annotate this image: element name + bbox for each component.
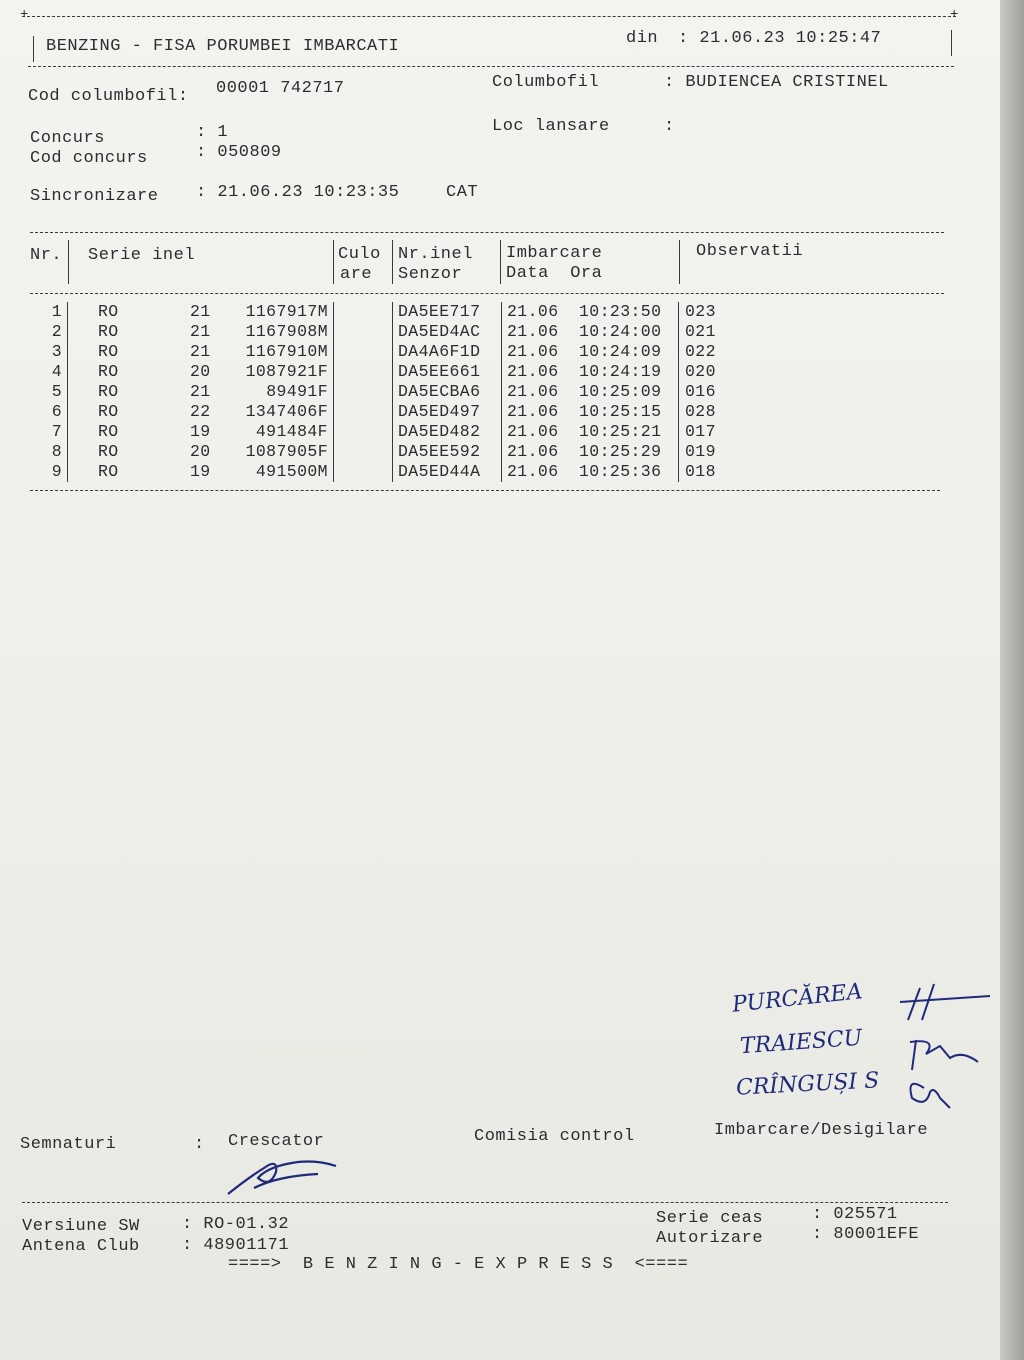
comisia-control-label: Comisia control: [474, 1127, 635, 1146]
cell-tara: RO: [98, 342, 119, 361]
table-col-divider: [500, 240, 501, 284]
antena-value: : 48901171: [182, 1236, 290, 1255]
footer-top-border: [22, 1202, 948, 1203]
cell-inel: 89491F: [266, 382, 328, 401]
sincronizare-value: : 21.06.23 10:23:35: [196, 183, 400, 202]
table-col-divider: [679, 240, 680, 284]
col-header-serie-inel: Serie inel: [88, 246, 196, 265]
cell-an: 21: [190, 382, 211, 401]
cell-nr: 6: [51, 402, 62, 421]
handwritten-name: CRÎNGUȘI S: [735, 1068, 880, 1101]
crescator-label: Crescator: [228, 1132, 325, 1151]
cell-data: 21.06: [507, 462, 559, 481]
cell-nr: 9: [51, 462, 62, 481]
versiune-value: : RO-01.32: [182, 1215, 290, 1234]
loc-lansare-value: :: [664, 117, 675, 136]
cell-tara: RO: [98, 462, 119, 481]
cod-concurs-value: : 050809: [196, 143, 282, 162]
versiune-label: Versiune SW: [22, 1217, 140, 1236]
cell-observatii: 022: [685, 342, 716, 361]
cell-data: 21.06: [507, 382, 559, 401]
imbarcare-desigilare-label: Imbarcare/Desigilare: [714, 1121, 929, 1140]
cell-an: 22: [190, 402, 211, 421]
cell-senzor: DA5ED497: [398, 402, 481, 421]
cell-observatii: 016: [685, 382, 716, 401]
cell-observatii: 021: [685, 322, 716, 341]
cod-concurs-label: Cod concurs: [30, 149, 148, 168]
cell-tara: RO: [98, 422, 119, 441]
cell-an: 19: [190, 462, 211, 481]
cell-data: 21.06: [507, 302, 559, 321]
cell-nr: 2: [51, 322, 62, 341]
cod-columbofil-value: 00001 742717: [216, 79, 345, 98]
document-title: BENZING - FISA PORUMBEI IMBARCATI: [46, 37, 400, 56]
cell-inel: 1167908M: [245, 322, 328, 341]
cell-data: 21.06: [507, 442, 559, 461]
col-header-nr: Nr.: [30, 246, 63, 265]
cell-an: 21: [190, 342, 211, 361]
cell-senzor: DA4A6F1D: [398, 342, 481, 361]
date-label: din: [626, 29, 659, 48]
cell-senzor: DA5ECBA6: [398, 382, 481, 401]
cell-observatii: 017: [685, 422, 716, 441]
table-col-divider: [501, 302, 502, 482]
cell-nr: 5: [51, 382, 62, 401]
cell-senzor: DA5ED4AC: [398, 322, 481, 341]
semnaturi-label: Semnaturi: [20, 1135, 117, 1154]
cell-senzor: DA5EE592: [398, 442, 481, 461]
cell-inel: 491500M: [255, 462, 328, 481]
cell-ora: 10:24:00: [579, 322, 662, 341]
paper-edge: [1000, 0, 1024, 1360]
signature-marks: [890, 980, 1000, 1120]
header-bottom-border: [28, 66, 954, 67]
cell-observatii: 028: [685, 402, 716, 421]
col-header-nr-inel: Nr.inel: [398, 245, 473, 264]
cell-data: 21.06: [507, 422, 559, 441]
serie-ceas-value: : 025571: [812, 1205, 898, 1224]
cell-tara: RO: [98, 302, 119, 321]
cell-nr: 8: [51, 442, 62, 461]
cell-inel: 491484F: [255, 422, 328, 441]
date-value: : 21.06.23 10:25:47: [678, 29, 882, 48]
corner-plus: +: [950, 7, 959, 23]
cell-nr: 4: [51, 362, 62, 381]
cell-nr: 3: [51, 342, 62, 361]
autorizare-value: : 80001EFE: [812, 1225, 920, 1244]
cell-an: 19: [190, 422, 211, 441]
cell-data: 21.06: [507, 342, 559, 361]
table-col-divider: [392, 240, 393, 284]
header-top-border: [22, 16, 956, 17]
cell-observatii: 019: [685, 442, 716, 461]
cell-an: 20: [190, 362, 211, 381]
cell-tara: RO: [98, 402, 119, 421]
cell-data: 21.06: [507, 322, 559, 341]
cell-ora: 10:25:15: [579, 402, 662, 421]
semnaturi-colon: :: [194, 1135, 205, 1154]
cell-data: 21.06: [507, 362, 559, 381]
cell-observatii: 023: [685, 302, 716, 321]
cell-observatii: 020: [685, 362, 716, 381]
cell-senzor: DA5ED44A: [398, 462, 481, 481]
sincronizare-zone: CAT: [446, 183, 479, 202]
col-header-observatii: Observatii: [696, 242, 804, 261]
header-left-bar: [33, 36, 34, 62]
autorizare-label: Autorizare: [656, 1229, 764, 1248]
serie-ceas-label: Serie ceas: [656, 1209, 764, 1228]
table-col-divider: [67, 302, 68, 482]
cell-senzor: DA5EE661: [398, 362, 481, 381]
handwritten-name: TRAIESCU: [739, 1025, 864, 1060]
col-header-senzor: Senzor: [398, 265, 463, 284]
table-bottom-border: [30, 490, 940, 491]
cell-tara: RO: [98, 442, 119, 461]
cell-ora: 10:24:19: [579, 362, 662, 381]
cell-nr: 7: [51, 422, 62, 441]
columbofil-label: Columbofil: [492, 73, 600, 92]
cell-tara: RO: [98, 362, 119, 381]
col-header-data-ora: Data Ora: [506, 264, 603, 283]
cell-an: 20: [190, 442, 211, 461]
cell-observatii: 018: [685, 462, 716, 481]
cell-ora: 10:24:09: [579, 342, 662, 361]
antena-label: Antena Club: [22, 1237, 140, 1256]
table-col-divider: [392, 302, 393, 482]
cell-senzor: DA5EE717: [398, 302, 481, 321]
cell-inel: 1167917M: [245, 302, 328, 321]
cod-columbofil-label: Cod columbofil:: [28, 87, 189, 106]
cell-tara: RO: [98, 382, 119, 401]
loc-lansare-label: Loc lansare: [492, 117, 610, 136]
sincronizare-label: Sincronizare: [30, 187, 159, 206]
cell-an: 21: [190, 302, 211, 321]
col-header-imbarcare: Imbarcare: [506, 244, 603, 263]
brand-banner: ====> B E N Z I N G - E X P R E S S <====: [228, 1255, 689, 1274]
table-col-divider: [68, 240, 69, 284]
cell-an: 21: [190, 322, 211, 341]
cell-nr: 1: [51, 302, 62, 321]
cell-tara: RO: [98, 322, 119, 341]
col-header-culoare-2: are: [340, 265, 373, 284]
columbofil-value: : BUDIENCEA CRISTINEL: [664, 73, 889, 92]
table-col-divider: [678, 302, 679, 482]
cell-ora: 10:25:21: [579, 422, 662, 441]
col-header-culoare: Culo: [338, 245, 381, 264]
crescator-signature: [218, 1148, 348, 1202]
concurs-value: : 1: [196, 123, 229, 142]
handwritten-name: PURCĂREA: [731, 979, 864, 1018]
table-header-border: [30, 293, 944, 294]
cell-ora: 10:25:36: [579, 462, 662, 481]
cell-senzor: DA5ED482: [398, 422, 481, 441]
table-col-divider: [333, 302, 334, 482]
cell-ora: 10:25:29: [579, 442, 662, 461]
cell-data: 21.06: [507, 402, 559, 421]
table-top-border: [30, 232, 944, 233]
concurs-label: Concurs: [30, 129, 105, 148]
cell-inel: 1087905F: [245, 442, 328, 461]
header-right-bar: [951, 30, 952, 56]
cell-inel: 1347406F: [245, 402, 328, 421]
cell-ora: 10:23:50: [579, 302, 662, 321]
cell-inel: 1167910M: [245, 342, 328, 361]
cell-ora: 10:25:09: [579, 382, 662, 401]
corner-plus: +: [20, 7, 29, 23]
table-col-divider: [333, 240, 334, 284]
cell-inel: 1087921F: [245, 362, 328, 381]
